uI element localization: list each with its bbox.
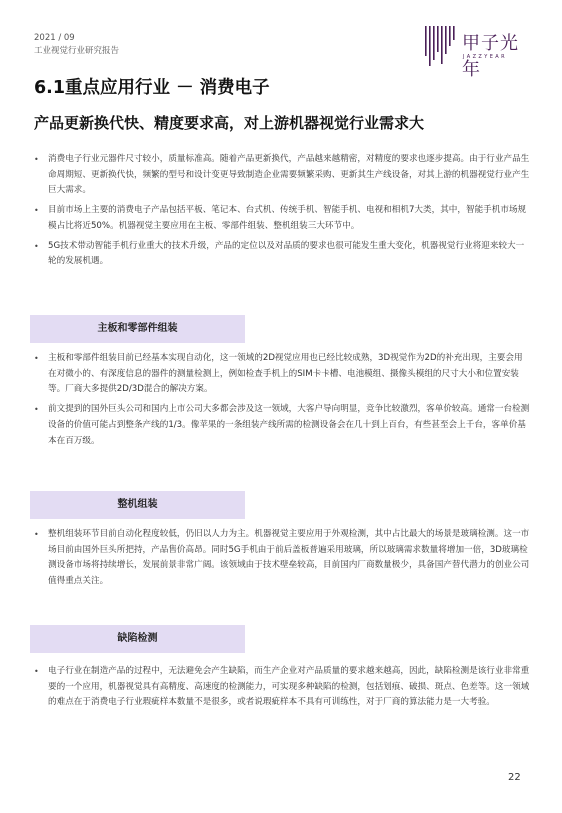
report-meta	[34, 32, 119, 58]
logo-subtitle: JAZZYEAR	[463, 54, 507, 60]
subsection-header-assembly: 整机组装	[30, 491, 245, 519]
list-item: • 电子行业在制造产品的过程中，无法避免会产生缺陷，而生产企业对产品质量的要求越来越高，因此，缺陷检测是该行业非常重要的一个应用，机器视觉具有高精度、高速度的检测能力，可实现多种缺陷的检测，包括划痕、破损、斑点、色差等。这一领域的难点在于消费电子行业瑕疵样本数量不是很多，或者说瑕疵样本不具有可训练性，对于厂商的算法能力是一大考验。	[34, 666, 530, 708]
report-name: 工业视觉行业研究报告	[34, 46, 120, 56]
assembly-bullet-list	[34, 527, 530, 594]
bullet-dot-icon: •	[34, 667, 39, 676]
bullet-dot-icon: •	[34, 405, 39, 415]
defect-bullet-list	[34, 664, 530, 715]
bullet-dot-icon: •	[34, 155, 39, 164]
mainboard-bullet-list	[34, 351, 530, 453]
subsection-header-defect: 缺陷检测	[30, 625, 245, 653]
subsection-header-mainboard: 主板和零部件组装	[30, 315, 245, 343]
list-item: • 5G技术带动智能手机行业重大的技术升级，产品的定位以及对品质的要求也很可能发生重大变化，机器视觉行业将迎来较大一轮的发展机遇。	[34, 240, 525, 267]
bullet-dot-icon: •	[34, 354, 39, 363]
section-title: 6.1重点应用行业 － 消费电子	[34, 78, 270, 98]
logo-name: 甲子光年	[462, 33, 519, 80]
list-item: • 消费电子行业元器件尺寸较小，质量标准高。随着产品更新换代，产品越来越精密，对精度的要求也逐步提高。由于行业产品生命周期短、更新换代快，频繁的型号和设计变更导致制造企业需要频繁采购、更新其生产线设备，对其上游的机器视觉行业产生巨大需求。	[34, 154, 530, 196]
bullet-dot-icon: •	[34, 206, 39, 216]
section-subtitle: 产品更新换代快、精度要求高，对上游机器视觉行业需求大	[34, 114, 425, 132]
page-number: 22	[508, 772, 521, 783]
report-date: 2021 / 09	[34, 33, 75, 43]
bullet-dot-icon: •	[34, 530, 39, 539]
list-item: • 主板和零部件组装目前已经基本实现自动化，这一领域的2D视觉应用也已经比较成熟，3D视觉作为2D的补充出现，主要会用在对微小的、有深度信息的器件的测量检测上，例如检查手机上的SIM卡卡槽、电池模组、摄像头模组的尺寸大小和位置安装等。厂商大多提供2D/3D混合的解决方案。	[34, 353, 523, 395]
jazzyear-logo	[423, 24, 533, 80]
intro-bullet-list	[34, 152, 530, 274]
logo-bars-icon	[423, 24, 459, 68]
list-item: • 前文提到的国外巨头公司和国内上市公司大多都会涉及这一领域，大客户导向明显，竞争比较激烈，客单价较高。通常一台检测设备的价值可能占到整条产线的1/3。像苹果的一条组装产线所需的检测设备会在几十到上百台，有些甚至会上千台，客单价基本在百万级。	[34, 404, 530, 446]
bullet-dot-icon: •	[34, 241, 39, 251]
list-item: • 整机组装环节目前自动化程度较低，仍旧以人力为主。机器视觉主要应用于外观检测，其中占比最大的场景是玻璃检测。这一市场目前由国外巨头所把持，产品售价高昂。同时5G手机由于前后盖板普遍采用玻璃，所以玻璃需求数量将增加一倍，3D玻璃检测设备市场将持续增长，发展前景非常广阔。该领域由于技术壁垒较高，目前国内厂商数量极少，具备国产替代潜力的创业公司值得重点关注。	[34, 529, 530, 587]
list-item: • 目前市场上主要的消费电子产品包括平板、笔记本、台式机、传统手机、智能手机、电视和相机7大类，其中，智能手机市场规模占比将近50%。机器视觉主要应用在主板、零部件组装、整机组装三大环节中。	[34, 205, 527, 231]
